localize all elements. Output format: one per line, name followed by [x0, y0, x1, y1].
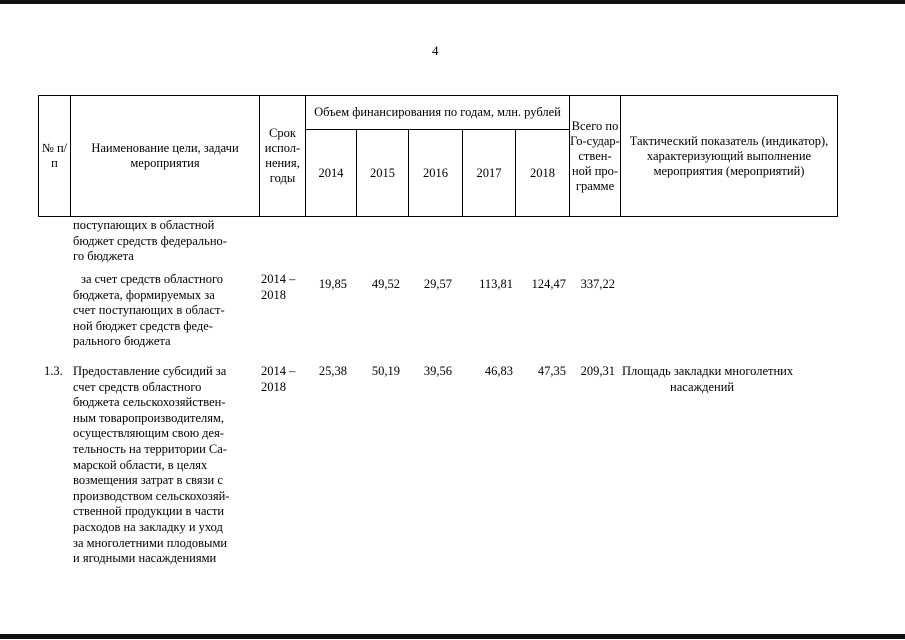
row3-value-2014: 25,38 — [318, 364, 347, 378]
bottom-border — [0, 634, 905, 639]
row2-term-line: 2018 — [261, 287, 286, 302]
header-year-2018: 2018 — [530, 165, 555, 180]
row2-name-line: счет поступающих в област- — [73, 303, 225, 318]
row1-name-line: бюджет средств федерально- — [73, 233, 227, 248]
row3-name-line: за многолетними плодовыми — [73, 535, 228, 550]
row3-name-line: Предоставление субсидий за — [73, 364, 227, 378]
row2-value-2018: 124,47 — [531, 277, 566, 291]
vline — [70, 95, 71, 217]
row2-name-line: рального бюджета — [73, 334, 171, 349]
row3-value-2016: 39,56 — [423, 364, 452, 378]
row2-value-2016: 29,57 — [423, 277, 452, 291]
header-indicator: Тактический показатель (индикатор), характеризующий выполнение мероприятия (мероприятий) — [629, 133, 829, 178]
row2-name-line: бюджета, формируемых за — [73, 287, 215, 302]
row2-name-line: ной бюджет средств феде- — [73, 318, 213, 333]
vline — [837, 95, 838, 217]
row3-name-line: и ягодными насаждениями — [73, 551, 217, 566]
row2-total: 337,22 — [580, 277, 615, 291]
header-bottom-line — [38, 216, 838, 217]
row3-name-line: счет средств областного — [73, 379, 202, 394]
row3-total: 209,31 — [580, 364, 615, 378]
header-term: Срок испол-нения, годы — [264, 126, 301, 185]
vline — [620, 95, 621, 217]
header-name: Наименование цели, задачи мероприятия — [91, 141, 239, 170]
header-year-2015: 2015 — [370, 165, 395, 180]
row3-name-line: тельность на территории Са- — [73, 441, 227, 456]
header-year-2017: 2017 — [476, 165, 502, 180]
page-number: 4 — [432, 43, 439, 58]
row2-name-line: за счет средств областного — [81, 272, 224, 286]
table-row — [73, 218, 259, 265]
row3-name-line: бюджета сельскохозяйствен- — [73, 395, 226, 410]
header-finance-group: Объем финансирования по годам, млн. рублей — [314, 105, 561, 119]
row3-value-2017: 46,83 — [484, 364, 513, 378]
row3-name-line: производством сельскохозяй- — [73, 488, 230, 503]
row3-indicator-line: насаждений — [670, 379, 735, 394]
table-header — [38, 95, 838, 217]
row2-value-2015: 49,52 — [371, 277, 400, 291]
row3-value-2018: 47,35 — [537, 364, 566, 378]
row3-term-line: 2018 — [261, 379, 286, 394]
header-num: № п/п — [41, 141, 68, 170]
row3-name-line: ственной продукции в части — [73, 504, 225, 519]
row2-term-line: 2014 – — [261, 272, 296, 286]
row3-name-line: марской области, в целях — [73, 457, 208, 472]
header-year-2014: 2014 — [318, 165, 344, 180]
row3-name-line: ным товаропроизводителям, — [73, 410, 225, 425]
header-year-2016: 2016 — [423, 165, 448, 180]
row1-name-line: поступающих в областной — [73, 218, 215, 232]
row3-name-line: возмещения затрат в связи с — [73, 473, 223, 488]
row3-term-line: 2014 – — [261, 364, 296, 378]
row3-num: 1.3. — [44, 364, 63, 378]
row2-value-2014: 19,85 — [318, 277, 347, 291]
row1-name-line: го бюджета — [73, 249, 134, 264]
table-row — [73, 272, 259, 350]
row3-value-2015: 50,19 — [371, 364, 400, 378]
row3-indicator-line: Площадь закладки многолетних — [622, 364, 794, 378]
table-row — [73, 364, 259, 567]
top-border — [0, 0, 905, 4]
header-total: Всего по Го-судар-ствен-ной про-грамме — [570, 118, 620, 193]
row3-name-line: осуществляющим свою дея- — [73, 426, 225, 441]
row3-indicator — [622, 364, 836, 395]
row2-value-2017: 113,81 — [479, 277, 513, 291]
row3-name-line: расходов на закладку и уход — [73, 519, 223, 534]
